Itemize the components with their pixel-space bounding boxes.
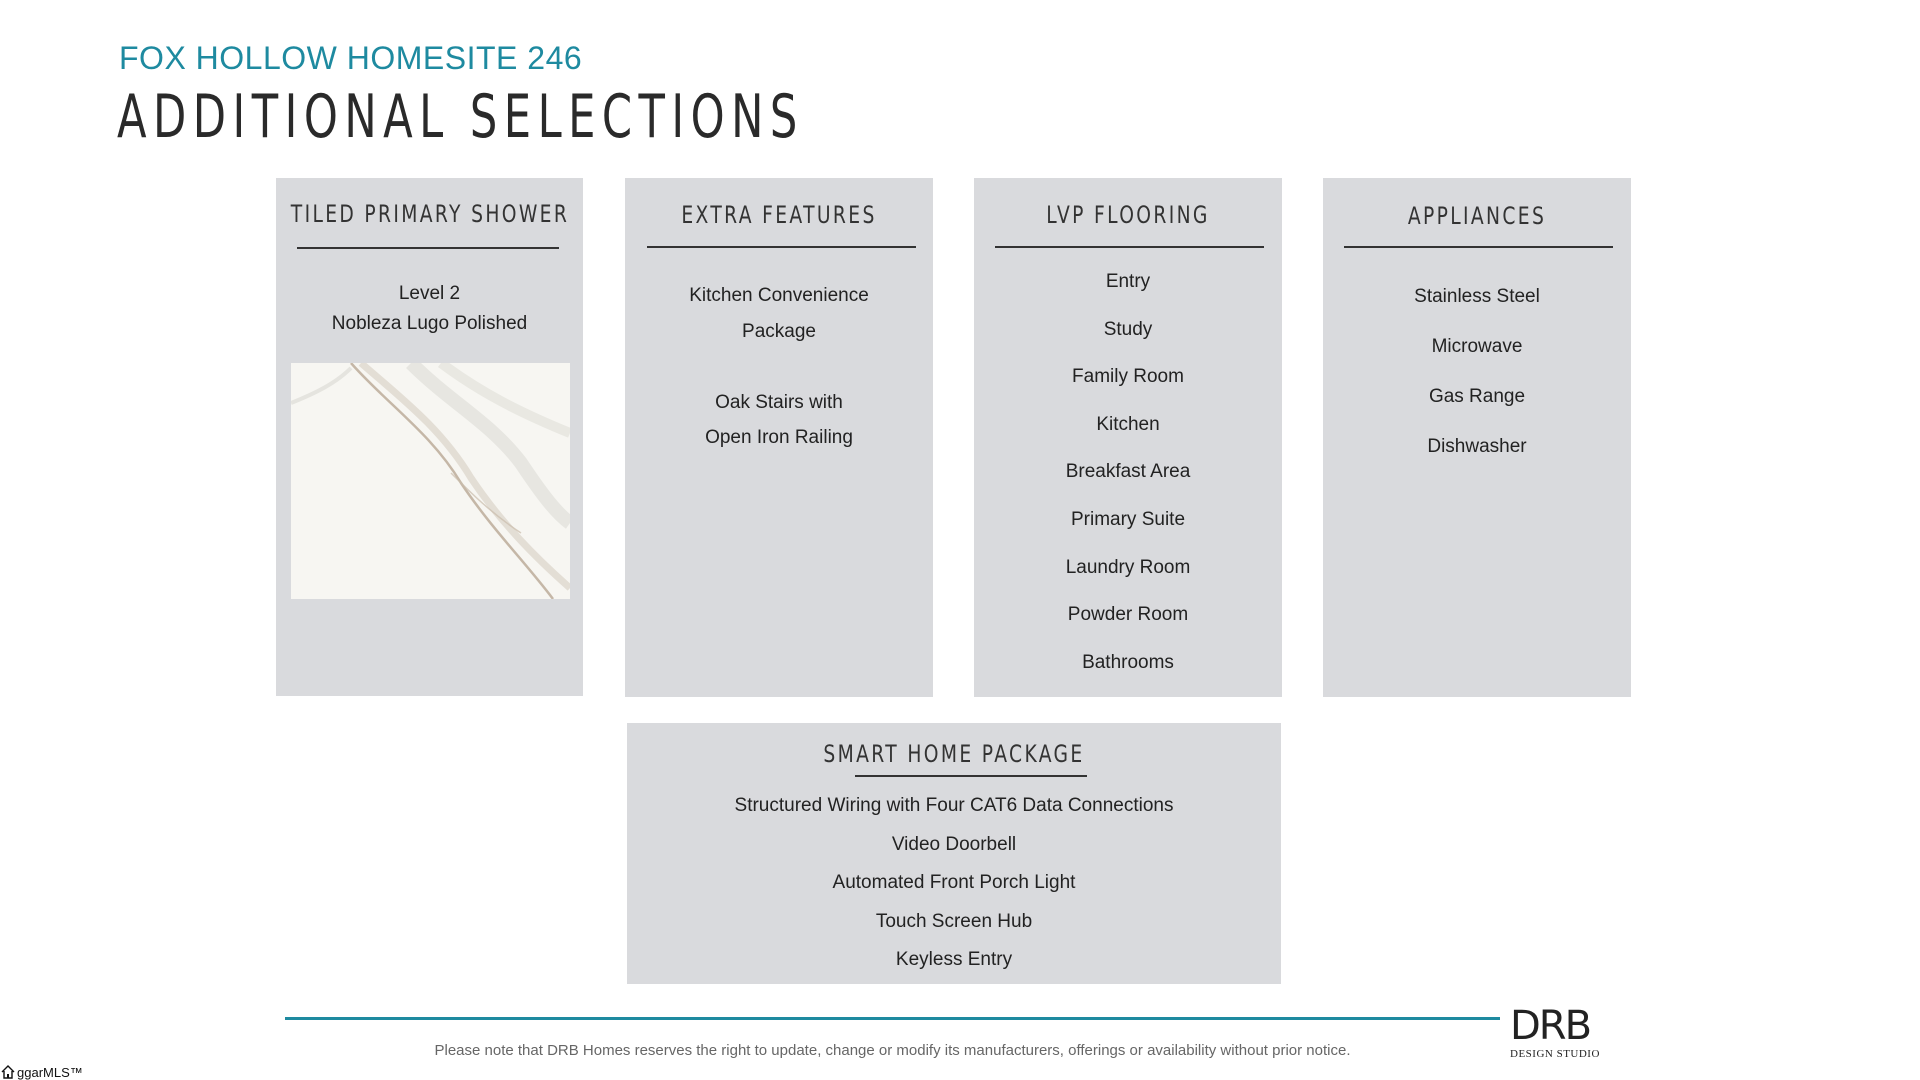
card-item: Touch Screen Hub [875, 911, 1033, 932]
card-item: Kitchen [1096, 414, 1160, 435]
card-extra-features [625, 178, 933, 697]
drb-design-studio-logo [1510, 1003, 1610, 1062]
card-item: Stainless Steel [1414, 286, 1540, 307]
card-item: Structured Wiring with Four CAT6 Data Connections [734, 795, 1174, 816]
card-appliances [1323, 178, 1631, 697]
card-title: EXTRA FEATURES [681, 201, 877, 229]
divider [855, 775, 1087, 777]
logo-mark: DRB [1510, 1003, 1591, 1049]
card-item: Oak Stairs with [715, 392, 843, 413]
card-item: Family Room [1072, 366, 1184, 387]
mls-watermark [0, 1063, 83, 1080]
card-item: Study [1103, 319, 1153, 340]
house-icon [0, 1064, 16, 1080]
card-item: Level 2 [398, 283, 461, 304]
card-item: Dishwasher [1427, 436, 1527, 457]
card-smart-home-package [627, 723, 1281, 984]
card-item: Open Iron Railing [705, 427, 853, 448]
disclaimer: Please note that DRB Homes reserves the right to update, change or modify its manufacturers, offerings or availability without prior notice. [434, 1042, 1351, 1059]
card-item: Primary Suite [1070, 509, 1186, 530]
card-tiled-primary-shower [276, 178, 583, 696]
card-item: Bathrooms [1082, 652, 1174, 673]
divider [297, 247, 559, 249]
card-title: APPLIANCES [1407, 202, 1547, 230]
divider [647, 246, 916, 248]
footer-divider [285, 1017, 1500, 1020]
card-title: LVP FLOORING [1046, 201, 1210, 229]
subtitle: FOX HOLLOW HOMESITE 246 [119, 40, 583, 76]
card-item: Gas Range [1428, 386, 1526, 407]
card-title: SMART HOME PACKAGE [823, 740, 1085, 768]
card-title: TILED PRIMARY SHOWER [290, 200, 569, 228]
card-item: Kitchen Convenience [689, 285, 869, 306]
mls-label: ggarMLS™ [17, 1064, 83, 1080]
card-item: Video Doorbell [891, 834, 1017, 855]
card-item: Powder Room [1067, 604, 1189, 625]
logo-subtitle: DESIGN STUDIO [1510, 1048, 1600, 1060]
card-item: Microwave [1431, 336, 1523, 357]
page-title: ADDITIONAL SELECTIONS [117, 82, 804, 152]
divider [1344, 246, 1613, 248]
card-item: Package [742, 321, 816, 342]
marble-tile-image [291, 363, 570, 599]
card-item: Automated Front Porch Light [832, 872, 1076, 893]
card-item: Laundry Room [1065, 557, 1191, 578]
card-lvp-flooring [974, 178, 1282, 697]
card-item: Breakfast Area [1065, 461, 1191, 482]
card-item: Entry [1105, 271, 1151, 292]
card-item: Nobleza Lugo Polished [331, 313, 528, 334]
divider [995, 246, 1264, 248]
card-item: Keyless Entry [895, 949, 1013, 970]
